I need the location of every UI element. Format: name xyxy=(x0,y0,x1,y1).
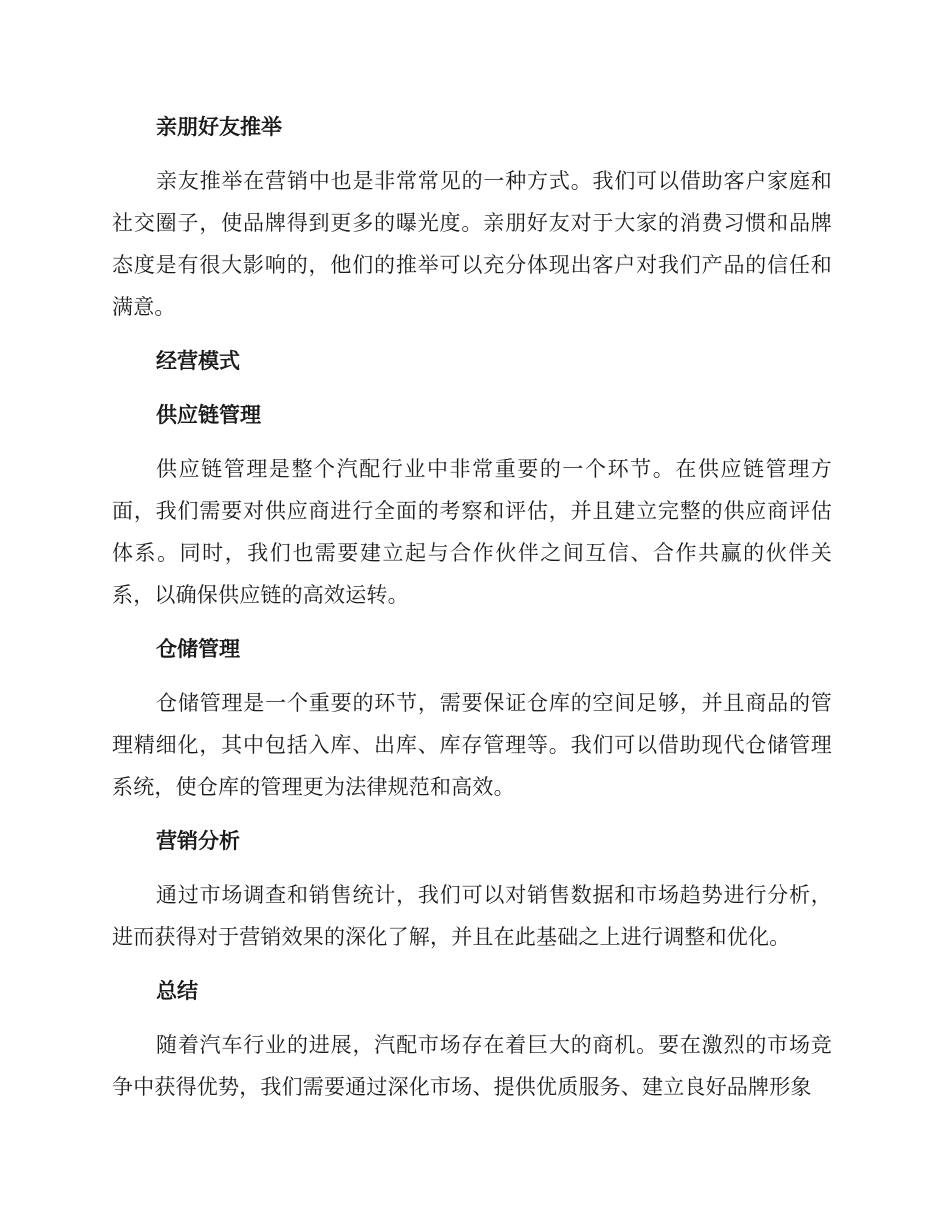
section-heading-summary: 总结 xyxy=(156,979,198,1003)
section-heading-referral: 亲朋好友推举 xyxy=(156,115,282,139)
section-paragraph-warehouse: 仓储管理是一个重要的环节，需要保证仓库的空间足够，并且商品的管理精细化，其中包括入库、出库、库存管理等。我们可以借助现代仓储管理系统，使仓库的管理更为法律规范和高效。 xyxy=(112,691,832,799)
section-heading-marketing-analysis: 营销分析 xyxy=(156,829,240,853)
section-paragraph-marketing-analysis: 通过市场调查和销售统计，我们可以对销售数据和市场趋势进行分析，进而获得对于营销效果的深化了解，并且在此基础之上进行调整和优化。 xyxy=(112,883,832,949)
section-paragraph-summary: 随着汽车行业的进展，汽配市场存在着巨大的商机。要在激烈的市场竞争中获得优势，我们需要通过深化市场、提供优质服务、建立良好品牌形象 xyxy=(112,1033,832,1099)
section-paragraph-supply-chain: 供应链管理是整个汽配行业中非常重要的一个环节。在供应链管理方面，我们需要对供应商进行全面的考察和评估，并且建立完整的供应商评估体系。同时，我们也需要建立起与合作伙伴之间互信、合作共赢的伙伴关系，以确保供应链的高效运转。 xyxy=(112,457,832,607)
section-heading-warehouse: 仓储管理 xyxy=(156,637,240,661)
section-heading-business-model: 经营模式 xyxy=(156,349,240,373)
section-heading-supply-chain: 供应链管理 xyxy=(156,403,261,427)
section-paragraph-referral: 亲友推举在营销中也是非常常见的一种方式。我们可以借助客户家庭和社交圈子，使品牌得到更多的曝光度。亲朋好友对于大家的消费习惯和品牌态度是有很大影响的，他们的推举可以充分体现出客户对我们产品的信任和满意。 xyxy=(112,169,832,319)
document-body xyxy=(112,106,832,1120)
